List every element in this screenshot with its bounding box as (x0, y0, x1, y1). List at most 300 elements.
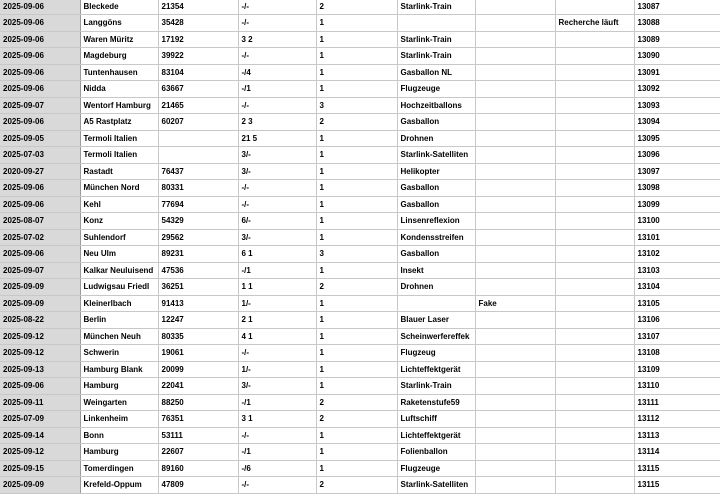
type-cell[interactable] (397, 295, 475, 312)
count-cell[interactable]: 3 (316, 246, 397, 263)
status-note-cell[interactable] (555, 81, 634, 98)
type-cell[interactable]: Kondensstreifen (397, 229, 475, 246)
status-note-cell[interactable] (555, 31, 634, 48)
id-cell[interactable]: 13106 (634, 312, 720, 329)
place-cell[interactable]: Termoli Italien (80, 130, 158, 147)
date-cell[interactable]: 2025-07-03 (0, 147, 80, 164)
type-cell[interactable]: Starlink-Satelliten (397, 147, 475, 164)
id-cell[interactable]: 13111 (634, 394, 720, 411)
status-note-cell[interactable] (555, 427, 634, 444)
place-cell[interactable]: Krefeld-Oppum (80, 477, 158, 494)
id-cell[interactable]: 13091 (634, 64, 720, 81)
id-cell[interactable]: 13108 (634, 345, 720, 362)
date-cell[interactable]: 2025-09-09 (0, 279, 80, 296)
count-cell[interactable]: 1 (316, 312, 397, 329)
postal-code-cell[interactable]: 54329 (158, 213, 238, 230)
note-cell[interactable] (475, 444, 555, 461)
id-cell[interactable]: 13089 (634, 31, 720, 48)
table-row (0, 48, 720, 65)
place-cell[interactable]: Linkenheim (80, 411, 158, 428)
place-cell[interactable]: Termoli Italien (80, 147, 158, 164)
place-cell[interactable]: Hamburg Blank (80, 361, 158, 378)
place-cell[interactable]: Hamburg (80, 444, 158, 461)
date-cell[interactable]: 2025-09-12 (0, 444, 80, 461)
note-cell[interactable] (475, 0, 555, 15)
count-cell[interactable]: 2 (316, 114, 397, 131)
type-cell[interactable]: Blauer Laser (397, 312, 475, 329)
id-cell[interactable]: 13109 (634, 361, 720, 378)
count-cell[interactable]: 1 (316, 328, 397, 345)
id-cell[interactable]: 13087 (634, 0, 720, 15)
table-row (0, 81, 720, 98)
code-cell[interactable]: 2 3 (238, 114, 316, 131)
note-cell[interactable] (475, 328, 555, 345)
type-cell[interactable]: Scheinwerfereffek (397, 328, 475, 345)
postal-code-cell[interactable]: 88250 (158, 394, 238, 411)
status-note-cell[interactable] (555, 130, 634, 147)
id-cell[interactable]: 13112 (634, 411, 720, 428)
place-cell[interactable]: Ludwigsau Friedl (80, 279, 158, 296)
place-cell[interactable]: Nidda (80, 81, 158, 98)
postal-code-cell[interactable]: 29562 (158, 229, 238, 246)
code-cell[interactable]: 1/- (238, 361, 316, 378)
table-row (0, 378, 720, 395)
table-row (0, 229, 720, 246)
postal-code-cell[interactable] (158, 147, 238, 164)
count-cell[interactable]: 1 (316, 427, 397, 444)
count-cell[interactable]: 1 (316, 48, 397, 65)
count-cell[interactable]: 2 (316, 279, 397, 296)
count-cell[interactable]: 2 (316, 394, 397, 411)
postal-code-cell[interactable]: 89231 (158, 246, 238, 263)
type-cell[interactable]: Starlink-Train (397, 0, 475, 15)
note-cell[interactable] (475, 81, 555, 98)
table-row (0, 427, 720, 444)
code-cell[interactable]: -/- (238, 48, 316, 65)
count-cell[interactable]: 1 (316, 444, 397, 461)
postal-code-cell[interactable]: 22607 (158, 444, 238, 461)
postal-code-cell[interactable]: 80331 (158, 180, 238, 197)
table-row (0, 460, 720, 477)
type-cell[interactable] (397, 15, 475, 32)
note-cell[interactable] (475, 31, 555, 48)
table-row (0, 477, 720, 494)
status-note-cell[interactable] (555, 345, 634, 362)
place-cell[interactable]: München Neuh (80, 328, 158, 345)
date-cell[interactable]: 2025-09-11 (0, 394, 80, 411)
type-cell[interactable]: Gasballon (397, 196, 475, 213)
code-cell[interactable]: -/1 (238, 81, 316, 98)
id-cell[interactable]: 13110 (634, 378, 720, 395)
table-row (0, 394, 720, 411)
count-cell[interactable]: 1 (316, 31, 397, 48)
table-row (0, 97, 720, 114)
type-cell[interactable]: Lichteffektgerät (397, 427, 475, 444)
id-cell[interactable]: 13097 (634, 163, 720, 180)
table-row (0, 312, 720, 329)
place-cell[interactable]: Langgöns (80, 15, 158, 32)
id-cell[interactable]: 13102 (634, 246, 720, 263)
date-cell[interactable]: 2025-09-12 (0, 345, 80, 362)
code-cell[interactable]: 3 1 (238, 411, 316, 428)
note-cell[interactable] (475, 15, 555, 32)
id-cell[interactable]: 13094 (634, 114, 720, 131)
status-note-cell[interactable] (555, 196, 634, 213)
code-cell[interactable]: 6/- (238, 213, 316, 230)
postal-code-cell[interactable]: 83104 (158, 64, 238, 81)
status-note-cell[interactable] (555, 295, 634, 312)
count-cell[interactable]: 1 (316, 229, 397, 246)
status-note-cell[interactable] (555, 312, 634, 329)
postal-code-cell[interactable]: 60207 (158, 114, 238, 131)
status-note-cell[interactable] (555, 460, 634, 477)
table-row (0, 444, 720, 461)
count-cell[interactable]: 1 (316, 345, 397, 362)
id-cell[interactable]: 13114 (634, 444, 720, 461)
table-row (0, 196, 720, 213)
date-cell[interactable]: 2025-07-09 (0, 411, 80, 428)
code-cell[interactable]: 21 5 (238, 130, 316, 147)
note-cell[interactable] (475, 48, 555, 65)
postal-code-cell[interactable]: 21465 (158, 97, 238, 114)
count-cell[interactable]: 1 (316, 130, 397, 147)
count-cell[interactable]: 2 (316, 477, 397, 494)
status-note-cell[interactable] (555, 147, 634, 164)
count-cell[interactable]: 1 (316, 460, 397, 477)
type-cell[interactable]: Gasballon NL (397, 64, 475, 81)
id-cell[interactable]: 13101 (634, 229, 720, 246)
type-cell[interactable]: Lichteffektgerät (397, 361, 475, 378)
table-row (0, 15, 720, 32)
status-note-cell[interactable] (555, 262, 634, 279)
count-cell[interactable]: 1 (316, 81, 397, 98)
code-cell[interactable]: -/4 (238, 64, 316, 81)
code-cell[interactable]: 3/- (238, 163, 316, 180)
code-cell[interactable]: -/- (238, 0, 316, 15)
code-cell[interactable]: 3/- (238, 147, 316, 164)
count-cell[interactable]: 1 (316, 378, 397, 395)
note-cell[interactable] (475, 394, 555, 411)
status-note-cell[interactable] (555, 246, 634, 263)
status-note-cell[interactable] (555, 163, 634, 180)
table-row (0, 64, 720, 81)
type-cell[interactable]: Hochzeitballons (397, 97, 475, 114)
place-cell[interactable]: Schwerin (80, 345, 158, 362)
table-row (0, 0, 720, 15)
note-cell[interactable] (475, 97, 555, 114)
date-cell[interactable]: 2025-09-06 (0, 196, 80, 213)
count-cell[interactable]: 1 (316, 213, 397, 230)
place-cell[interactable]: Hamburg (80, 378, 158, 395)
status-note-cell[interactable] (555, 114, 634, 131)
postal-code-cell[interactable] (158, 130, 238, 147)
date-cell[interactable]: 2025-09-06 (0, 246, 80, 263)
postal-code-cell[interactable]: 77694 (158, 196, 238, 213)
date-cell[interactable]: 2025-09-06 (0, 64, 80, 81)
note-cell[interactable] (475, 180, 555, 197)
id-cell[interactable]: 13092 (634, 81, 720, 98)
note-cell[interactable] (475, 411, 555, 428)
id-cell[interactable]: 13115 (634, 460, 720, 477)
type-cell[interactable]: Starlink-Train (397, 31, 475, 48)
count-cell[interactable]: 1 (316, 147, 397, 164)
place-cell[interactable]: Tuntenhausen (80, 64, 158, 81)
status-note-cell[interactable] (555, 0, 634, 15)
postal-code-cell[interactable]: 53111 (158, 427, 238, 444)
count-cell[interactable]: 1 (316, 163, 397, 180)
note-cell[interactable] (475, 213, 555, 230)
code-cell[interactable]: -/- (238, 477, 316, 494)
place-cell[interactable]: Kalkar Neuluisend (80, 262, 158, 279)
postal-code-cell[interactable]: 35428 (158, 15, 238, 32)
postal-code-cell[interactable]: 20099 (158, 361, 238, 378)
note-cell[interactable] (475, 64, 555, 81)
place-cell[interactable]: Suhlendorf (80, 229, 158, 246)
table-row (0, 411, 720, 428)
type-cell[interactable]: Flugzeuge (397, 460, 475, 477)
id-cell[interactable]: 13100 (634, 213, 720, 230)
table-row (0, 114, 720, 131)
place-cell[interactable]: Neu Ulm (80, 246, 158, 263)
status-note-cell[interactable] (555, 328, 634, 345)
table-row (0, 180, 720, 197)
id-cell[interactable]: 13099 (634, 196, 720, 213)
count-cell[interactable]: 2 (316, 411, 397, 428)
place-cell[interactable]: Kehl (80, 196, 158, 213)
date-cell[interactable]: 2025-08-07 (0, 213, 80, 230)
type-cell[interactable]: Insekt (397, 262, 475, 279)
code-cell[interactable]: 1/- (238, 295, 316, 312)
type-cell[interactable]: Drohnen (397, 130, 475, 147)
postal-code-cell[interactable]: 63667 (158, 81, 238, 98)
id-cell[interactable]: 13095 (634, 130, 720, 147)
note-cell[interactable] (475, 279, 555, 296)
table-row (0, 361, 720, 378)
table-row (0, 328, 720, 345)
date-cell[interactable]: 2025-09-14 (0, 427, 80, 444)
note-cell[interactable] (475, 460, 555, 477)
date-cell[interactable]: 2020-09-27 (0, 163, 80, 180)
place-cell[interactable]: Magdeburg (80, 48, 158, 65)
place-cell[interactable]: A5 Rastplatz (80, 114, 158, 131)
type-cell[interactable]: Starlink-Train (397, 48, 475, 65)
code-cell[interactable]: -/- (238, 196, 316, 213)
place-cell[interactable]: Waren Müritz (80, 31, 158, 48)
date-cell[interactable]: 2025-09-13 (0, 361, 80, 378)
type-cell[interactable]: Helikopter (397, 163, 475, 180)
status-note-cell[interactable] (555, 64, 634, 81)
status-note-cell[interactable] (555, 229, 634, 246)
postal-code-cell[interactable]: 47536 (158, 262, 238, 279)
place-cell[interactable]: Weingarten (80, 394, 158, 411)
date-cell[interactable]: 2025-09-06 (0, 180, 80, 197)
postal-code-cell[interactable]: 21354 (158, 0, 238, 15)
count-cell[interactable]: 1 (316, 180, 397, 197)
code-cell[interactable]: 1 1 (238, 279, 316, 296)
id-cell[interactable]: 13093 (634, 97, 720, 114)
type-cell[interactable]: Starlink-Satelliten (397, 477, 475, 494)
id-cell[interactable]: 13105 (634, 295, 720, 312)
code-cell[interactable]: 3/- (238, 378, 316, 395)
date-cell[interactable]: 2025-09-06 (0, 15, 80, 32)
note-cell[interactable] (475, 130, 555, 147)
date-cell[interactable]: 2025-09-06 (0, 81, 80, 98)
place-cell[interactable]: Berlin (80, 312, 158, 329)
note-cell[interactable] (475, 262, 555, 279)
code-cell[interactable]: -/- (238, 427, 316, 444)
status-note-cell[interactable]: Recherche läuft (555, 15, 634, 32)
note-cell[interactable]: Fake (475, 295, 555, 312)
place-cell[interactable]: Rastadt (80, 163, 158, 180)
date-cell[interactable]: 2025-08-22 (0, 312, 80, 329)
table-row (0, 31, 720, 48)
note-cell[interactable] (475, 312, 555, 329)
place-cell[interactable]: Bonn (80, 427, 158, 444)
date-cell[interactable]: 2025-09-09 (0, 477, 80, 494)
note-cell[interactable] (475, 361, 555, 378)
postal-code-cell[interactable]: 80335 (158, 328, 238, 345)
table-row (0, 262, 720, 279)
id-cell[interactable]: 13104 (634, 279, 720, 296)
table-row (0, 279, 720, 296)
id-cell[interactable]: 13113 (634, 427, 720, 444)
code-cell[interactable]: 2 1 (238, 312, 316, 329)
type-cell[interactable]: Folienballon (397, 444, 475, 461)
date-cell[interactable]: 2025-09-06 (0, 114, 80, 131)
postal-code-cell[interactable]: 36251 (158, 279, 238, 296)
status-note-cell[interactable] (555, 394, 634, 411)
count-cell[interactable]: 1 (316, 196, 397, 213)
code-cell[interactable]: -/1 (238, 394, 316, 411)
type-cell[interactable]: Raketenstufe59 (397, 394, 475, 411)
note-cell[interactable] (475, 147, 555, 164)
place-cell[interactable]: München Nord (80, 180, 158, 197)
id-cell[interactable]: 13098 (634, 180, 720, 197)
note-cell[interactable] (475, 427, 555, 444)
date-cell[interactable]: 2025-09-06 (0, 31, 80, 48)
date-cell[interactable]: 2025-09-15 (0, 460, 80, 477)
count-cell[interactable]: 1 (316, 15, 397, 32)
code-cell[interactable]: 6 1 (238, 246, 316, 263)
status-note-cell[interactable] (555, 378, 634, 395)
code-cell[interactable]: 4 1 (238, 328, 316, 345)
code-cell[interactable]: -/- (238, 97, 316, 114)
id-cell[interactable]: 13096 (634, 147, 720, 164)
type-cell[interactable]: Gasballon (397, 246, 475, 263)
place-cell[interactable]: Tomerdingen (80, 460, 158, 477)
status-note-cell[interactable] (555, 361, 634, 378)
place-cell[interactable]: Kleinerlbach (80, 295, 158, 312)
table-row (0, 295, 720, 312)
table-row (0, 163, 720, 180)
postal-code-cell[interactable]: 19061 (158, 345, 238, 362)
status-note-cell[interactable] (555, 279, 634, 296)
place-cell[interactable]: Wentorf Hamburg (80, 97, 158, 114)
code-cell[interactable]: -/6 (238, 460, 316, 477)
postal-code-cell[interactable]: 76351 (158, 411, 238, 428)
type-cell[interactable]: Linsenreflexion (397, 213, 475, 230)
status-note-cell[interactable] (555, 48, 634, 65)
status-note-cell[interactable] (555, 477, 634, 494)
code-cell[interactable]: -/- (238, 345, 316, 362)
date-cell[interactable]: 2025-09-06 (0, 378, 80, 395)
type-cell[interactable]: Starlink-Train (397, 378, 475, 395)
date-cell[interactable]: 2025-09-12 (0, 328, 80, 345)
postal-code-cell[interactable]: 22041 (158, 378, 238, 395)
table-row (0, 345, 720, 362)
count-cell[interactable]: 1 (316, 262, 397, 279)
date-cell[interactable]: 2025-09-06 (0, 48, 80, 65)
status-note-cell[interactable] (555, 97, 634, 114)
note-cell[interactable] (475, 163, 555, 180)
id-cell[interactable]: 13115 (634, 477, 720, 494)
note-cell[interactable] (475, 378, 555, 395)
id-cell[interactable]: 13107 (634, 328, 720, 345)
status-note-cell[interactable] (555, 213, 634, 230)
count-cell[interactable]: 1 (316, 361, 397, 378)
count-cell[interactable]: 1 (316, 295, 397, 312)
postal-code-cell[interactable]: 91413 (158, 295, 238, 312)
status-note-cell[interactable] (555, 444, 634, 461)
postal-code-cell[interactable]: 39922 (158, 48, 238, 65)
code-cell[interactable]: -/- (238, 180, 316, 197)
place-cell[interactable]: Konz (80, 213, 158, 230)
date-cell[interactable]: 2025-09-09 (0, 295, 80, 312)
postal-code-cell[interactable]: 17192 (158, 31, 238, 48)
count-cell[interactable]: 3 (316, 97, 397, 114)
table-row (0, 130, 720, 147)
type-cell[interactable]: Luftschiff (397, 411, 475, 428)
date-cell[interactable]: 2025-09-07 (0, 262, 80, 279)
count-cell[interactable]: 2 (316, 0, 397, 15)
code-cell[interactable]: 3/- (238, 229, 316, 246)
code-cell[interactable]: -/- (238, 15, 316, 32)
type-cell[interactable]: Gasballon (397, 180, 475, 197)
note-cell[interactable] (475, 345, 555, 362)
note-cell[interactable] (475, 196, 555, 213)
postal-code-cell[interactable]: 76437 (158, 163, 238, 180)
status-note-cell[interactable] (555, 180, 634, 197)
note-cell[interactable] (475, 229, 555, 246)
type-cell[interactable]: Drohnen (397, 279, 475, 296)
postal-code-cell[interactable]: 47809 (158, 477, 238, 494)
type-cell[interactable]: Flugzeug (397, 345, 475, 362)
id-cell[interactable]: 13103 (634, 262, 720, 279)
type-cell[interactable]: Gasballon (397, 114, 475, 131)
id-cell[interactable]: 13090 (634, 48, 720, 65)
note-cell[interactable] (475, 246, 555, 263)
type-cell[interactable]: Flugzeuge (397, 81, 475, 98)
code-cell[interactable]: 3 2 (238, 31, 316, 48)
code-cell[interactable]: -/1 (238, 262, 316, 279)
date-cell[interactable]: 2025-09-07 (0, 97, 80, 114)
date-cell[interactable]: 2025-09-06 (0, 0, 80, 15)
date-cell[interactable]: 2025-07-02 (0, 229, 80, 246)
code-cell[interactable]: -/1 (238, 444, 316, 461)
date-cell[interactable]: 2025-09-05 (0, 130, 80, 147)
note-cell[interactable] (475, 114, 555, 131)
postal-code-cell[interactable]: 89160 (158, 460, 238, 477)
count-cell[interactable]: 1 (316, 64, 397, 81)
note-cell[interactable] (475, 477, 555, 494)
postal-code-cell[interactable]: 12247 (158, 312, 238, 329)
table-row (0, 147, 720, 164)
status-note-cell[interactable] (555, 411, 634, 428)
place-cell[interactable]: Bleckede (80, 0, 158, 15)
id-cell[interactable]: 13088 (634, 15, 720, 32)
table-row (0, 213, 720, 230)
table-row (0, 246, 720, 263)
